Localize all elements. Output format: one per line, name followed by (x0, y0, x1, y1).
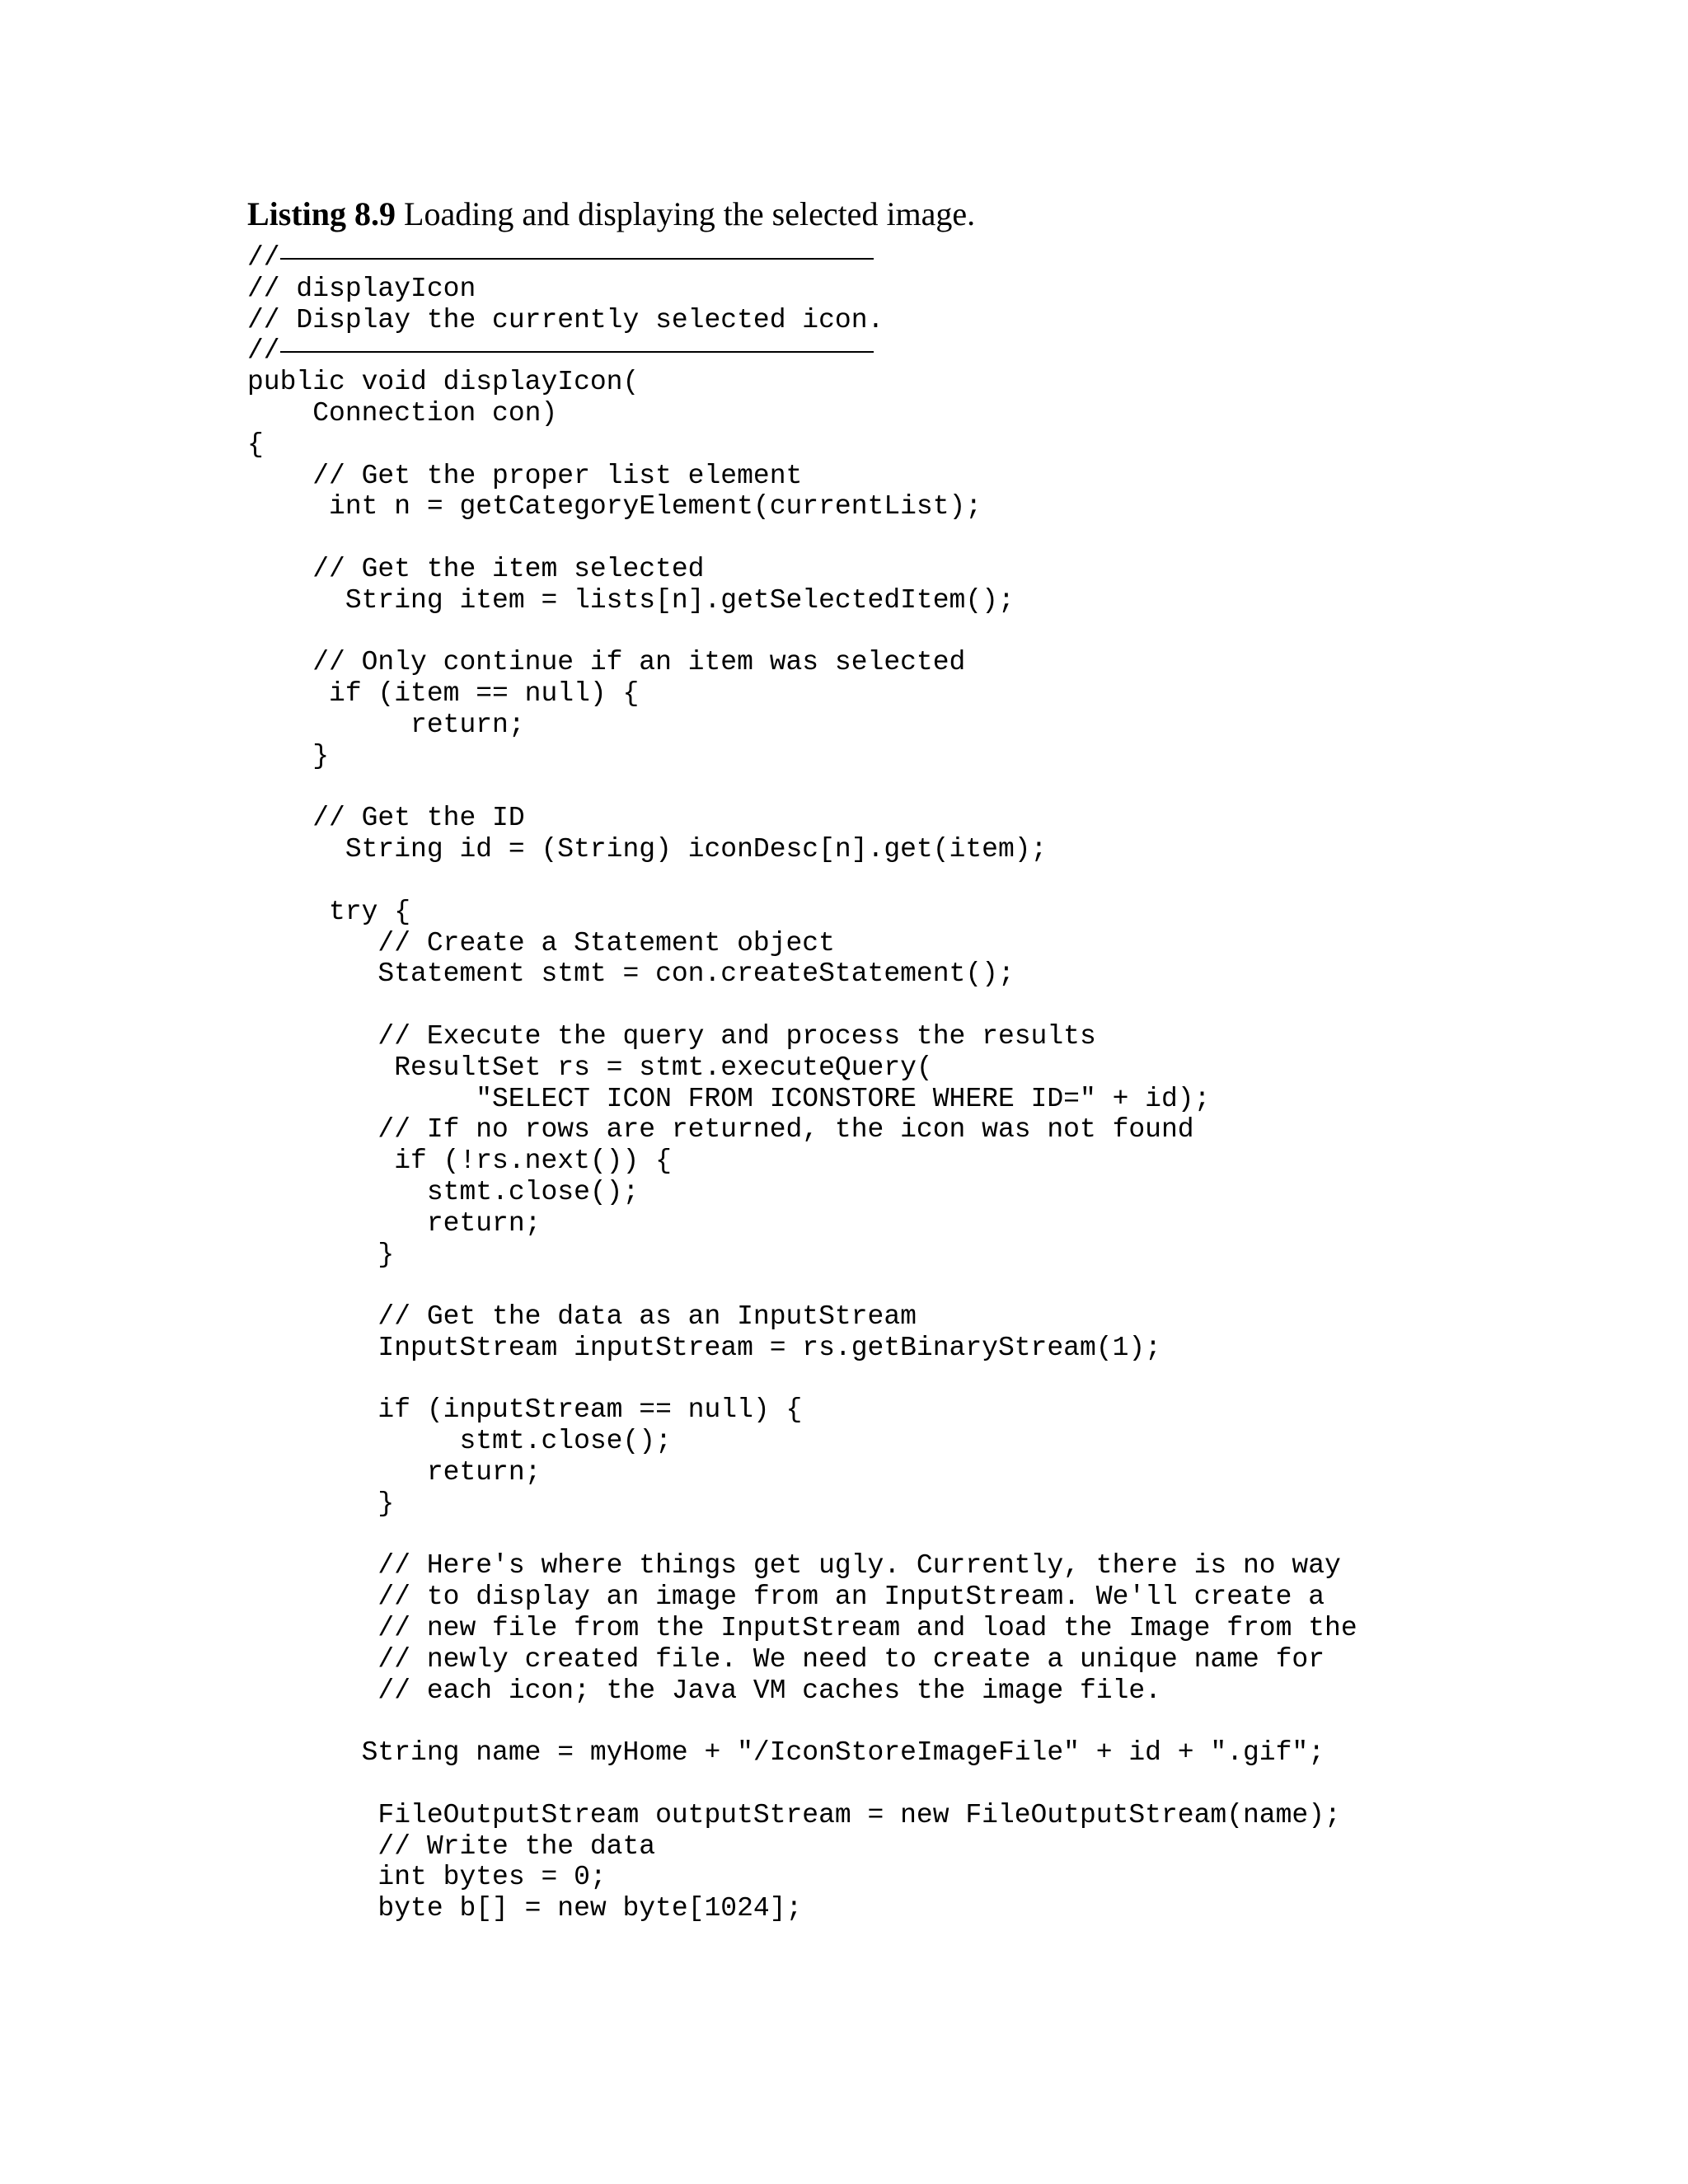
code-text: String item = lists[n].getSelectedItem(); (247, 584, 1015, 616)
code-text: // Only continue if an item was selected (247, 647, 966, 678)
code-line (247, 1675, 1357, 1707)
code-line (247, 1644, 1357, 1675)
code-line (247, 554, 1357, 585)
code-line (247, 1240, 1357, 1271)
code-line (247, 1706, 1357, 1737)
code-text: InputStream inputStream = rs.getBinaryStream(1); (247, 1332, 1161, 1363)
code-listing (247, 242, 1357, 1924)
code-line (247, 1208, 1357, 1240)
code-line (247, 1364, 1357, 1395)
code-text: if (!rs.next()) { (247, 1146, 672, 1177)
code-text: // Display the currently selected icon. (247, 304, 884, 335)
code-text: Statement stmt = con.createStatement(); (247, 958, 1015, 990)
code-text: String id = (String) iconDesc[n].get(item); (247, 834, 1048, 865)
code-line (247, 1301, 1357, 1333)
code-text: } (247, 1239, 395, 1270)
code-line (247, 616, 1357, 648)
code-text: stmt.close(); (247, 1426, 672, 1457)
code-line (247, 710, 1357, 741)
code-text: // Get the ID (247, 803, 525, 834)
listing-title (247, 194, 975, 233)
code-text: // Here's where things get ugly. Currently, there is no way (247, 1550, 1341, 1582)
code-line (247, 647, 1357, 678)
code-line (247, 491, 1357, 523)
code-text: // new file from the InputStream and load the Image from the (247, 1613, 1357, 1644)
code-line (247, 834, 1357, 865)
code-text: ResultSet rs = stmt.executeQuery( (247, 1052, 933, 1083)
code-line (247, 1520, 1357, 1551)
code-line (247, 1177, 1357, 1208)
code-line (247, 398, 1357, 429)
code-line (247, 1488, 1357, 1520)
code-line (247, 1831, 1357, 1863)
code-line (247, 958, 1357, 990)
code-text: return; (247, 1457, 542, 1488)
code-line (247, 1394, 1357, 1426)
code-line (247, 928, 1357, 959)
code-line (247, 1862, 1357, 1893)
code-text: Connection con) (247, 397, 558, 429)
code-line (247, 1457, 1357, 1488)
code-line (247, 897, 1357, 928)
code-line (247, 1769, 1357, 1800)
listing-label: Listing 8.9 (247, 195, 396, 232)
code-line (247, 1893, 1357, 1924)
code-line (247, 1800, 1357, 1831)
code-line (247, 990, 1357, 1021)
code-text: stmt.close(); (247, 1176, 640, 1207)
listing-caption: Loading and displaying the selected image. (404, 195, 976, 232)
code-text: } (247, 740, 330, 771)
code-line (247, 1550, 1357, 1582)
code-text: // Get the proper list element (247, 460, 803, 491)
code-line (247, 367, 1357, 398)
code-text: "SELECT ICON FROM ICONSTORE WHERE ID=" + id); (247, 1083, 1211, 1114)
separator-comment-line (247, 335, 1357, 367)
separator-comment-line (247, 242, 1357, 274)
code-line (247, 1021, 1357, 1052)
code-line (247, 1084, 1357, 1115)
code-text: FileOutputStream outputStream = new FileOutputStream(name); (247, 1799, 1341, 1830)
code-text: public void displayIcon( (247, 367, 640, 398)
code-text: if (item == null) { (247, 678, 640, 710)
code-text: // Get the item selected (247, 553, 705, 584)
code-text: // newly created file. We need to create a unique name for (247, 1643, 1325, 1675)
code-line (247, 1737, 1357, 1769)
code-line (247, 1582, 1357, 1613)
code-line (247, 429, 1357, 461)
code-text: } (247, 1488, 395, 1519)
code-text: // Create a Statement object (247, 927, 835, 958)
code-line (247, 1426, 1357, 1457)
code-text: // Write the data (247, 1830, 656, 1862)
code-text: if (inputStream == null) { (247, 1394, 803, 1426)
code-line (247, 772, 1357, 804)
code-text: int n = getCategoryElement(currentList); (247, 491, 982, 523)
code-line (247, 461, 1357, 492)
code-line (247, 1613, 1357, 1644)
code-line (247, 803, 1357, 834)
code-text: try { (247, 896, 411, 927)
code-text: // Execute the query and process the results (247, 1020, 1096, 1052)
code-text: byte b[] = new byte[1024]; (247, 1893, 803, 1924)
code-text: // (247, 242, 280, 273)
code-line (247, 1052, 1357, 1084)
separator-rule (280, 351, 874, 353)
code-line (247, 274, 1357, 305)
code-line (247, 523, 1357, 554)
separator-rule (280, 258, 874, 260)
code-text: String name = myHome + "/IconStoreImageFile" + id + ".gif"; (247, 1737, 1325, 1769)
code-text: // Get the data as an InputStream (247, 1301, 917, 1333)
code-line (247, 585, 1357, 616)
code-line (247, 678, 1357, 710)
code-text: int bytes = 0; (247, 1862, 607, 1893)
code-line (247, 1114, 1357, 1146)
code-line (247, 865, 1357, 897)
code-line (247, 305, 1357, 336)
code-text: return; (247, 1207, 542, 1239)
code-text: // each icon; the Java VM caches the image file. (247, 1675, 1161, 1706)
code-line (247, 741, 1357, 772)
code-line (247, 1270, 1357, 1301)
code-text: return; (247, 709, 525, 740)
code-line (247, 1146, 1357, 1177)
code-text: // If no rows are returned, the icon was not found (247, 1114, 1194, 1146)
code-text: // to display an image from an InputStream. We'll create a (247, 1582, 1325, 1613)
code-line (247, 1333, 1357, 1364)
code-text: { (247, 429, 264, 460)
code-text: // displayIcon (247, 273, 476, 304)
code-text: // (247, 335, 280, 367)
